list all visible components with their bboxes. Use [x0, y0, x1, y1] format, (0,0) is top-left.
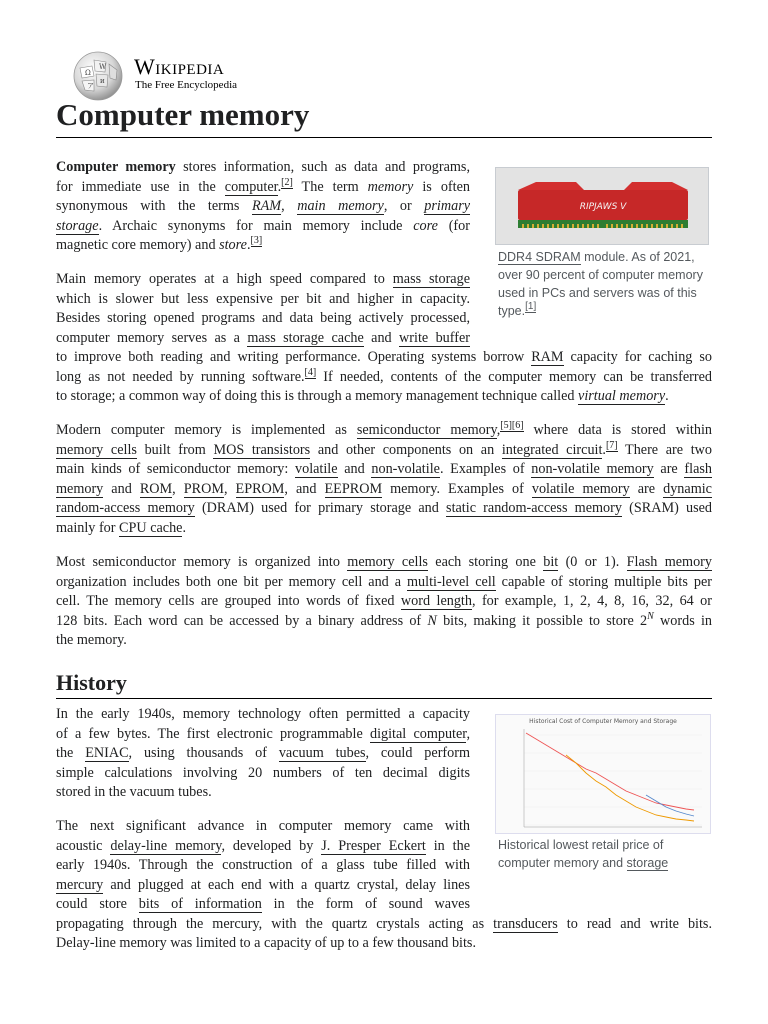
link-write-buffer[interactable]: write buffer [399, 329, 470, 346]
ref-3[interactable]: [3] [250, 235, 263, 246]
ref-7[interactable]: [7] [605, 439, 618, 451]
link-virtual-memory[interactable]: virtual memory [578, 388, 666, 404]
link-semiconductor-memory[interactable]: semiconductor memory [356, 422, 497, 438]
figure-caption-cost-chart: Historical lowest retail price of computer memory and storage [498, 838, 669, 870]
link-rom[interactable]: ROM [139, 480, 173, 497]
paragraph-organization: Most semiconductor memory is organized into memory cells each storing one bit (0 or 1). Flash memory organization includes both one bit per memory cell and a multi-level cell capable of storing multiple bits per cell. The memory cells are grouped into words of fixed word length, for example, 1, 2, 4, 8, 16, 32, 64 or 128 bits. Each word can be accessed by a binary address of N bits, making it possible to store $2^N$ words in the memory. [56, 554, 712, 648]
ref-5-6[interactable]: [5][6] [500, 420, 524, 431]
link-main-memory[interactable]: main memory [297, 198, 384, 214]
link-primary-storage-2[interactable]: storage [56, 217, 99, 234]
paragraph-delay-line: The next significant advance in computer memory came with acoustic delay-line memory, developed by J. Presper Eckert in the early 1940s. Through the construction of a glass tube filled with mercury and plugged at each end with a quartz crystal, delay lines could store bits of information in the form of sound waves propagating through the mercury, with the quartz crystals acting as transducers to read and write bits. Delay-line memory was limited to a capacity of up to a few thousand bits. [56, 818, 712, 951]
link-volatile-memory[interactable]: volatile memory [531, 480, 630, 497]
paragraph-intro: Computer memory stores information, such as data and programs, for immediate use in the computer.[2] The term memory is often synonymous with the terms RAM, main memory, or primary storage. Archaic synonyms for main memory include core (for magnetic core memory) and store.[3] [56, 159, 471, 253]
figure-caption-ddr4: DDR4 SDRAM module. As of 2021, over 90 percent of computer memory used in PCs and servers was of this type.[1] [498, 250, 703, 318]
link-memory-cells[interactable]: memory cells [56, 441, 137, 458]
link-eeprom[interactable]: EEPROM [324, 480, 383, 497]
link-prom[interactable]: PROM [183, 480, 224, 497]
link-eniac[interactable]: ENIAC [85, 745, 129, 761]
svg-text:Ω: Ω [85, 69, 91, 77]
link-flash-memory-2[interactable]: memory [56, 480, 104, 497]
link-mass-storage-cache[interactable]: mass storage cache [247, 329, 364, 346]
disk-series-line [566, 755, 694, 821]
link-non-volatile[interactable]: non-volatile [371, 461, 440, 477]
link-mass-storage[interactable]: mass storage [392, 271, 470, 287]
paragraph-semiconductor: Modern computer memory is implemented as semiconductor memory,[5][6] where data is stored within memory cells built from MOS transistors and other components on an integrated circuit.[7] There are two main kinds of semiconductor memory: volatile and non-volatile. Examples of non-volatile memory are flash memory and ROM, PROM, EPROM, and EEPROM memory. Examples of volatile memory are dynamic random-access memory (DRAM) used for primary storage and static random-access memory (SRAM) used mainly for CPU cache. [56, 420, 713, 536]
link-sram[interactable]: static random-access memory [446, 500, 622, 516]
paragraph-history-1940s: In the early 1940s, memory technology often permitted a capacity of a few bytes. The first electronic programmable digital computer, the ENIAC, using thousands of vacuum tubes, could perform simple calculations involving 20 numbers of ten decimal digits stored in the vacuum tubes. [56, 706, 470, 800]
ref-2[interactable]: [2] [281, 176, 293, 188]
link-bit[interactable]: bit [543, 554, 559, 570]
wikipedia-logo[interactable] [72, 50, 252, 98]
link-ram-2[interactable]: RAM [531, 349, 564, 365]
link-bits-of-information[interactable]: bits of information [138, 896, 262, 912]
link-j-presper-eckert[interactable]: J. Presper Eckert [321, 837, 426, 854]
link-word-length[interactable]: word length [400, 593, 472, 609]
svg-text:W: W [99, 63, 107, 71]
link-ddr4-sdram[interactable]: DDR4 SDRAM [498, 250, 581, 264]
link-cpu-cache[interactable]: CPU cache [119, 519, 183, 536]
link-delay-line-memory[interactable]: delay-line memory [110, 837, 222, 854]
link-transducers[interactable]: transducers [493, 915, 558, 932]
link-dynamic-ram[interactable]: dynamic [663, 480, 712, 497]
link-mos-transistors[interactable]: MOS transistors [213, 441, 311, 458]
memory-series-line [526, 733, 694, 810]
link-vacuum-tubes[interactable]: vacuum tubes [278, 745, 366, 761]
link-volatile[interactable]: volatile [295, 461, 338, 477]
link-integrated-circuit[interactable]: integrated circuit [501, 441, 603, 458]
ram-module-illustration [496, 168, 708, 244]
svg-text:ア: ア [87, 82, 94, 90]
wikipedia-tagline: The Free Encyclopedia [135, 79, 238, 91]
wikipedia-wordmark: Wikipedia [134, 54, 225, 79]
link-storage[interactable]: storage [626, 856, 669, 870]
link-eprom[interactable]: EPROM [235, 480, 285, 497]
link-mercury[interactable]: mercury [56, 876, 104, 893]
link-dynamic-ram-2[interactable]: random-access memory [56, 500, 195, 516]
ram-module-label: RIPJAWS V [579, 202, 627, 212]
link-flash-memory[interactable]: flash [684, 461, 712, 477]
link-primary-storage[interactable]: primary [424, 198, 471, 214]
historical-cost-chart-image[interactable] [495, 714, 711, 834]
link-non-volatile-memory[interactable]: non-volatile memory [531, 461, 654, 477]
link-memory-cells-2[interactable]: memory cells [347, 554, 428, 570]
ref-1[interactable]: [1] [525, 301, 537, 312]
link-ram[interactable]: RAM [251, 198, 282, 214]
link-flash-memory-3[interactable]: Flash memory [626, 554, 712, 570]
section-heading-history: History [56, 668, 712, 699]
chart-title: Historical Cost of Computer Memory and Storage [529, 718, 677, 725]
ddr4-module-image[interactable] [495, 167, 709, 245]
link-computer[interactable]: computer [224, 178, 278, 195]
link-multi-level-cell[interactable]: multi-level cell [407, 573, 496, 590]
page-title: Computer memory [56, 93, 712, 138]
paragraph-main-memory: Main memory operates at a high speed compared to mass storage which is slower but less expensive per bit and higher in capacity. Besides storing opened programs and data being actively processed, computer memory serves as a mass storage cache and write buffer to improve both reading and writing performance. Operating systems borrow RAM capacity for caching so long as not needed by running software.[4] If needed, contents of the computer memory can be transferred to storage; a common way of doing this is through a memory management technique called virtual memory. [56, 271, 712, 404]
svg-text:и: и [100, 77, 105, 85]
ref-4[interactable]: [4] [304, 366, 317, 378]
historical-cost-chart [496, 715, 710, 833]
link-digital-computer[interactable]: digital computer [369, 725, 467, 742]
